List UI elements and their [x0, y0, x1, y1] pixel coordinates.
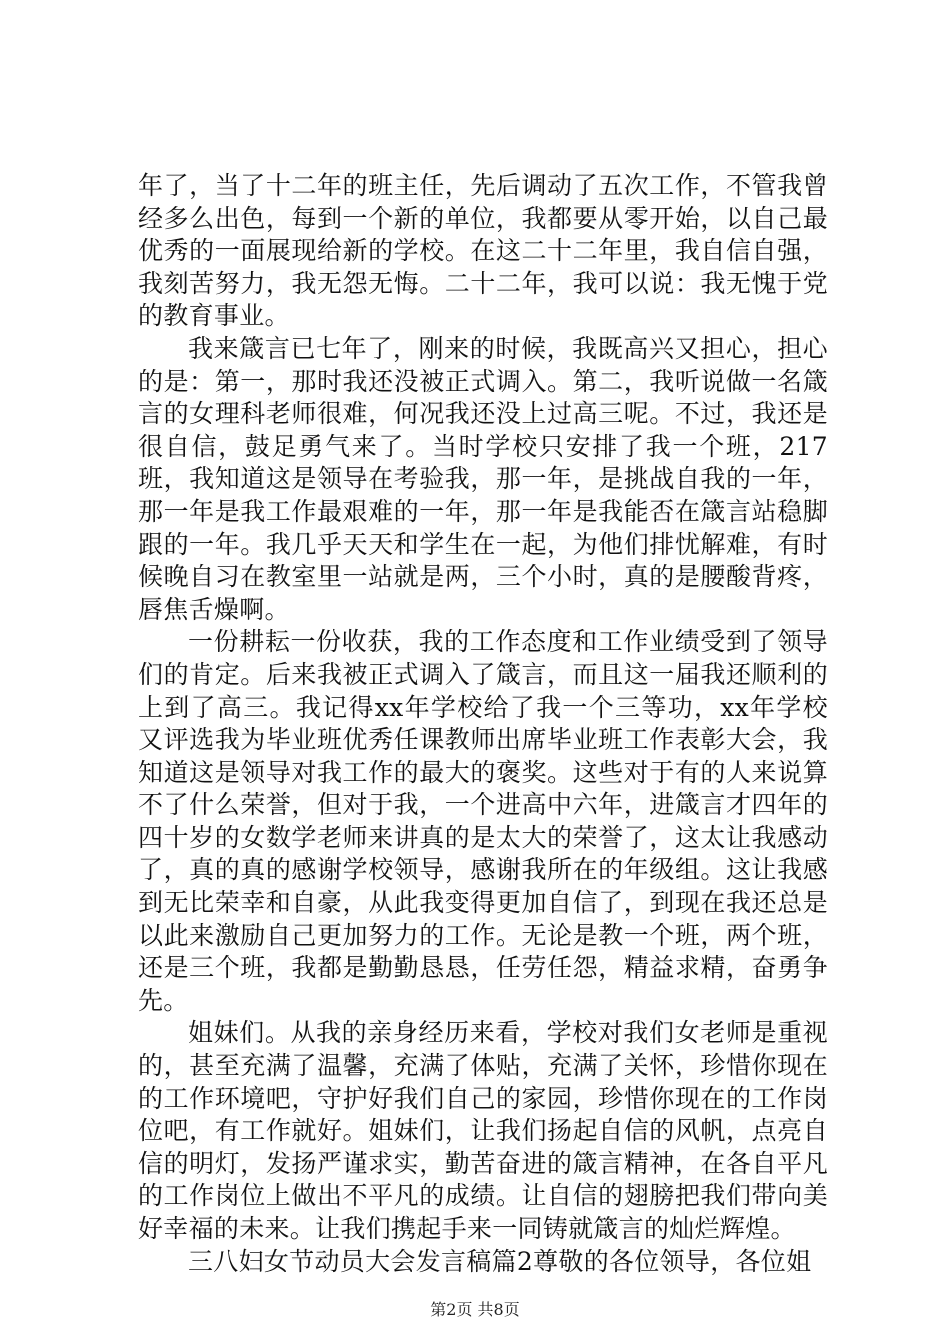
paragraph-3: 一份耕耘一份收获，我的工作态度和工作业绩受到了领导们的肯定。后来我被正式调入了箴言，而且这一届我还顺利的上到了高三。我记得xx年学校给了我一个三等功，xx年学校又评选我为毕业班优秀任课教师出席毕业班工作表彰大会，我知道这是领导对我工作的最大的褒奖。这些对于有的人来说算不了什么荣誉，但对于我，一个进高中六年，进箴言才四年的四十岁的女数学老师来讲真的是太大的荣誉了，这太让我感动了，真的真的感谢学校领导，感谢我所在的年级组。这让我感到无比荣幸和自豪，从此我变得更加自信了，到现在我还总是以此来激励自己更加努力的工作。无论是教一个班，两个班，还是三个班，我都是勤勤恳恳，任劳任怨，精益求精，奋勇争先。: [138, 627, 828, 1015]
page-footer: [0, 1297, 950, 1320]
paragraph-4: 姐妹们。从我的亲身经历来看，学校对我们女老师是重视的，甚至充满了温馨，充满了体贴，充满了关怀，珍惜你现在的工作环境吧，守护好我们自己的家园，珍惜你现在的工作岗位吧，有工作就好。姐妹们，让我们扬起自信的风帆，点亮自信的明灯，发扬严谨求实，勤苦奋进的箴言精神，在各自平凡的工作岗位上做出不平凡的成绩。让自信的翅膀把我们带向美好幸福的未来。让我们携起手来一同铸就箴言的灿烂辉煌。: [138, 1018, 828, 1243]
paragraph-1: 年了，当了十二年的班主任，先后调动了五次工作，不管我曾经多么出色，每到一个新的单位，我都要从零开始，以自己最优秀的一面展现给新的学校。在这二十二年里，我自信自强，我刻苦努力，我无怨无悔。二十二年，我可以说：我无愧于党的教育事业。: [138, 171, 828, 331]
document-body: [138, 170, 828, 1278]
paragraph-2: 我来箴言已七年了，刚来的时候，我既高兴又担心，担心的是：第一，那时我还没被正式调入。第二，我听说做一名箴言的女理科老师很难，何况我还没上过高三呢。不过，我还是很自信，鼓足勇气来了。当时学校只安排了我一个班，217班，我知道这是领导在考验我，那一年，是挑战自我的一年，那一年是我工作最艰难的一年，那一年是我能否在箴言站稳脚跟的一年。我几乎天天和学生在一起，为他们排忧解难，有时候晚自习在教室里一站就是两，三个小时，真的是腰酸背疼，唇焦舌燥啊。: [138, 333, 828, 624]
paragraph-5: 三八妇女节动员大会发言稿篇2尊敬的各位领导，各位姐: [188, 1246, 812, 1276]
page-number-label: 第2页 共8页: [430, 1300, 520, 1319]
